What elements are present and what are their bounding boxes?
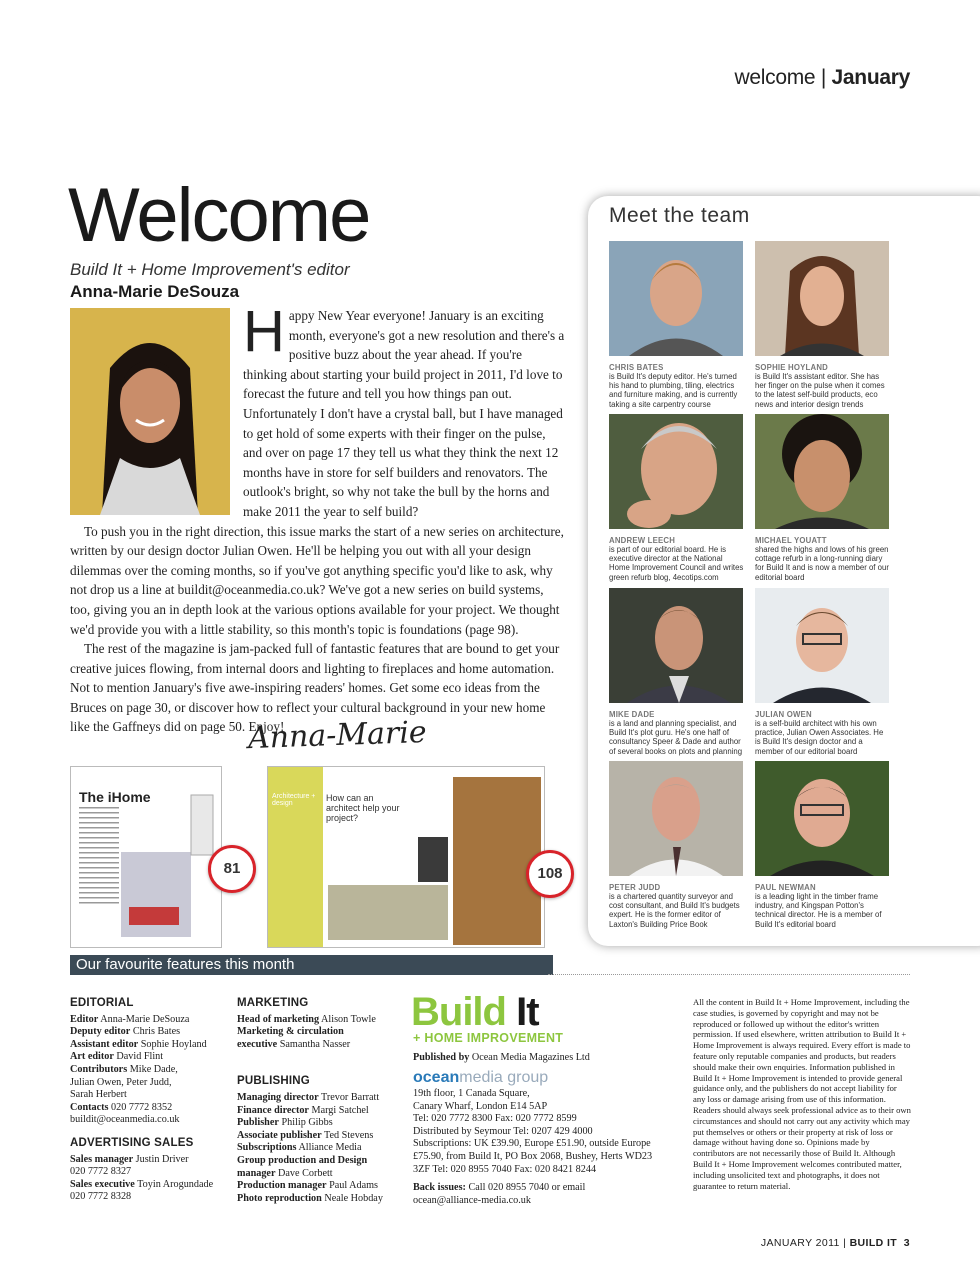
thumbnail-tag: Architecture + design <box>272 793 316 807</box>
team-member-bio: shared the highs and lows of his green cottage refurb in a long-running diary for Build It and is now a member of our editorial board <box>755 545 889 582</box>
team-member-bio: is Build It's deputy editor. He's turned his hand to plumbing, tiling, electrics and furniture making, and is currently taking a site carpentry course <box>609 372 738 409</box>
paragraph-1: Happy New Year everyone! January is an exciting month, everyone's got a new resolution and there's a positive buzz about the year ahead. If you're thinking about starting your build project in 2011, I'd love to forecast the future and tell you how things pan out. Unfortunately I don't have a crystal ball, but I have managed to get hold of some experts with their finger on the pulse, and over on page 17 they tell us what they think the next 12 months have in store for self builders and renovators. The outlook's bright, so why not take the bull by the horns and make 2011 the year to self build? <box>243 299 565 519</box>
editor-signature: Anna-Marie <box>247 714 428 757</box>
team-member-name: PETER JUDD <box>609 883 661 892</box>
credits-heading: MARKETING <box>237 997 309 1009</box>
features-bar: Our favourite features this month <box>70 955 553 975</box>
credits-heading: PUBLISHING <box>237 1075 310 1088</box>
page-number: 3 <box>903 1237 910 1249</box>
published-by: Published by Ocean Media Magazines Ltd <box>413 1052 590 1063</box>
team-member-name: ANDREW LEECH <box>609 536 676 545</box>
build-it-logo: Build It <box>411 990 539 1034</box>
team-photo <box>755 761 889 876</box>
editorial-text <box>70 299 565 737</box>
team-member-name: CHRIS BATES <box>609 363 664 372</box>
feature-thumbnail-ihome[interactable] <box>70 766 222 948</box>
team-member-name: JULIAN OWEN <box>755 710 812 719</box>
section-header: welcome | January <box>734 66 910 89</box>
credits-editorial: EDITORIAL Editor Anna-Marie DeSouza Deputy editor Chris Bates Assistant editor Sophie Hoyland Art editor David Flint Contributors Mike Dade, Julian Owen, Peter Judd, Sarah Herbert Contacts 020 7772 8352 buildit@oceanmedia.co.uk ADVERTISING SALES Sales manager Justin Driver 020 7772 8327 Sales executive Toyin Arogundade 020 7772 8328 <box>70 997 230 1204</box>
team-member-bio: is a self-build architect with his own practice, Julian Owen Associates. He is Build It's design doctor and a member of our editorial board <box>755 719 884 756</box>
team-member <box>755 761 891 929</box>
editor-name: Anna-Marie DeSouza <box>70 282 240 301</box>
feature-thumbnail-architecture[interactable] <box>267 766 545 948</box>
team-member <box>609 761 745 929</box>
team-photo <box>609 761 743 876</box>
drop-cap: H <box>243 299 285 364</box>
team-member <box>609 414 745 582</box>
back-issues-email[interactable]: ocean@alliance-media.co.uk <box>413 1194 531 1206</box>
team-photo <box>755 241 889 356</box>
team-member-bio: is a chartered quantity surveyor and cost consultant, and Build It's budgets expert. He is the former editor of Laxton's Building Price Book <box>609 892 740 929</box>
team-photo <box>755 414 889 529</box>
team-member-name: MICHAEL YOUATT <box>755 536 827 545</box>
team-member-name: PAUL NEWMAN <box>755 883 816 892</box>
credits-marketing: MARKETING Head of marketing Alison Towle Marketing & circulation executive Samantha Nasser PUBLISHING Managing director Trevor Barratt Finance director Margi Satchel Publisher Philip Gibbs Associate publisher Ted Stevens Subscriptions Alliance Media Group production and Design manager Dave Corbett Production manager Paul Adams Photo reproduction Neale Hobday <box>237 997 407 1205</box>
team-member <box>609 241 745 409</box>
team-member <box>609 588 745 756</box>
team-member-bio: is a leading light in the timber frame industry, and Kingspan Potton's technical director. He is a member of Build It's editorial board <box>755 892 882 929</box>
thumbnail-title: The iHome <box>79 789 151 805</box>
team-member-bio: is a land and planning specialist, and Build It's plot guru. He's one half of consultancy Speer & Dade and author of several books on plots and planning <box>609 719 743 756</box>
section-label: welcome <box>734 66 816 89</box>
publisher-address: 19th floor, 1 Canada Square, Canary Wharf, London E14 5AP Tel: 020 7772 8300 Fax: 020 7772 8599 Distributed by Seymour Tel: 0207 429 4000 Subscriptions: UK £39.90, Europe £51.90, outside Europe £75.90, from Build It, PO Box 2068, Bushey, Herts WD23 3ZF Tel: 020 8955 7040 Fax: 020 8421 8244 Back issues: Call 020 8955 7040 or email ocean@alliance-media.co.uk <box>413 1088 683 1207</box>
team-photo <box>755 588 889 703</box>
legal-notice: All the content in Build It + Home Improvement, including the case studies, is governed by copyright and may not be reproduced or followed up without the editor's written permission. If used elsewhere, written attribution to Build It + Home Improvement is always required. Every effort is made to feature only reputable companies and products, but readers should make their own enquiries. Information published in Build It + Home Improvement is intended to provide general guidance only, and the publishers do not accept liability for any loss or damage arising from use of this information. Readers should always seek professional advice as to their own circumstances and should not carry out any activity which may put themselves or others or their property at risk of loss or damage without having done so. Opinions made by contributors are not necessarily those of Build It. Although Build It + Home Improvement welcomes contributed matter, including unsolicited text and photographs, it does not guarantee to return material. <box>693 997 911 1191</box>
team-title: Meet the team <box>609 204 750 227</box>
paragraph-3: The rest of the magazine is jam-packed full of fantastic features that are bound to get your creative juices flowing, from internal doors and lighting to fireplaces and home automation. Not to mention January's five awe-inspiring readers' homes. Get some eco ideas from the Bruces on page 30, or discover how to reflect your cultural background in your new home like the Gaffneys did on page 50. Enjoy! <box>70 641 560 735</box>
dotted-divider <box>548 974 910 975</box>
team-member <box>755 414 891 582</box>
ocean-media-logo: oceanmedia group <box>413 1069 549 1086</box>
team-member-name: MIKE DADE <box>609 710 655 719</box>
team-member-name: SOPHIE HOYLAND <box>755 363 828 372</box>
page-badge-108[interactable]: 108 <box>526 850 574 898</box>
team-member <box>755 241 891 409</box>
team-member-bio: is part of our editorial board. He is executive director at the National Home Improvement Council and writes green refurb blog, 4ecotips.com <box>609 545 744 582</box>
month-label: January <box>831 66 910 89</box>
credits-heading: EDITORIAL <box>70 997 134 1009</box>
paragraph-2: To push you in the right direction, this issue marks the start of a new series on architecture, written by our design doctor Julian Owen. He'll be helping you out with all your design dilemmas over the coming months, so if you've got anything specific you'd like to ask, why not drop us a line at buildit@oceanmedia.co.uk? We've got a new series on build systems, too, giving you an in depth look at the various options available for your project. We thought we'd provide you with a little stability, so this month's topic is foundations (page 98). <box>70 523 564 637</box>
team-photo <box>609 588 743 703</box>
team-member <box>755 588 891 756</box>
page-title: Welcome <box>68 173 370 258</box>
credits-heading: ADVERTISING SALES <box>70 1136 194 1149</box>
team-member-bio: is Build It's assistant editor. She has her finger on the pulse when it comes to the latest self-build products, eco news and interior design trends <box>755 372 885 409</box>
team-photo <box>609 241 743 356</box>
team-photo <box>609 414 743 529</box>
page-footer: JANUARY 2011 | BUILD IT 3 <box>760 1237 910 1249</box>
thumbnail-title: How can an architect help your project? <box>326 793 400 823</box>
page-badge-81[interactable]: 81 <box>208 845 256 893</box>
editor-subtitle: Build It + Home Improvement's editor <box>70 260 350 279</box>
home-improvement-logo: + HOME IMPROVEMENT <box>413 1031 564 1045</box>
